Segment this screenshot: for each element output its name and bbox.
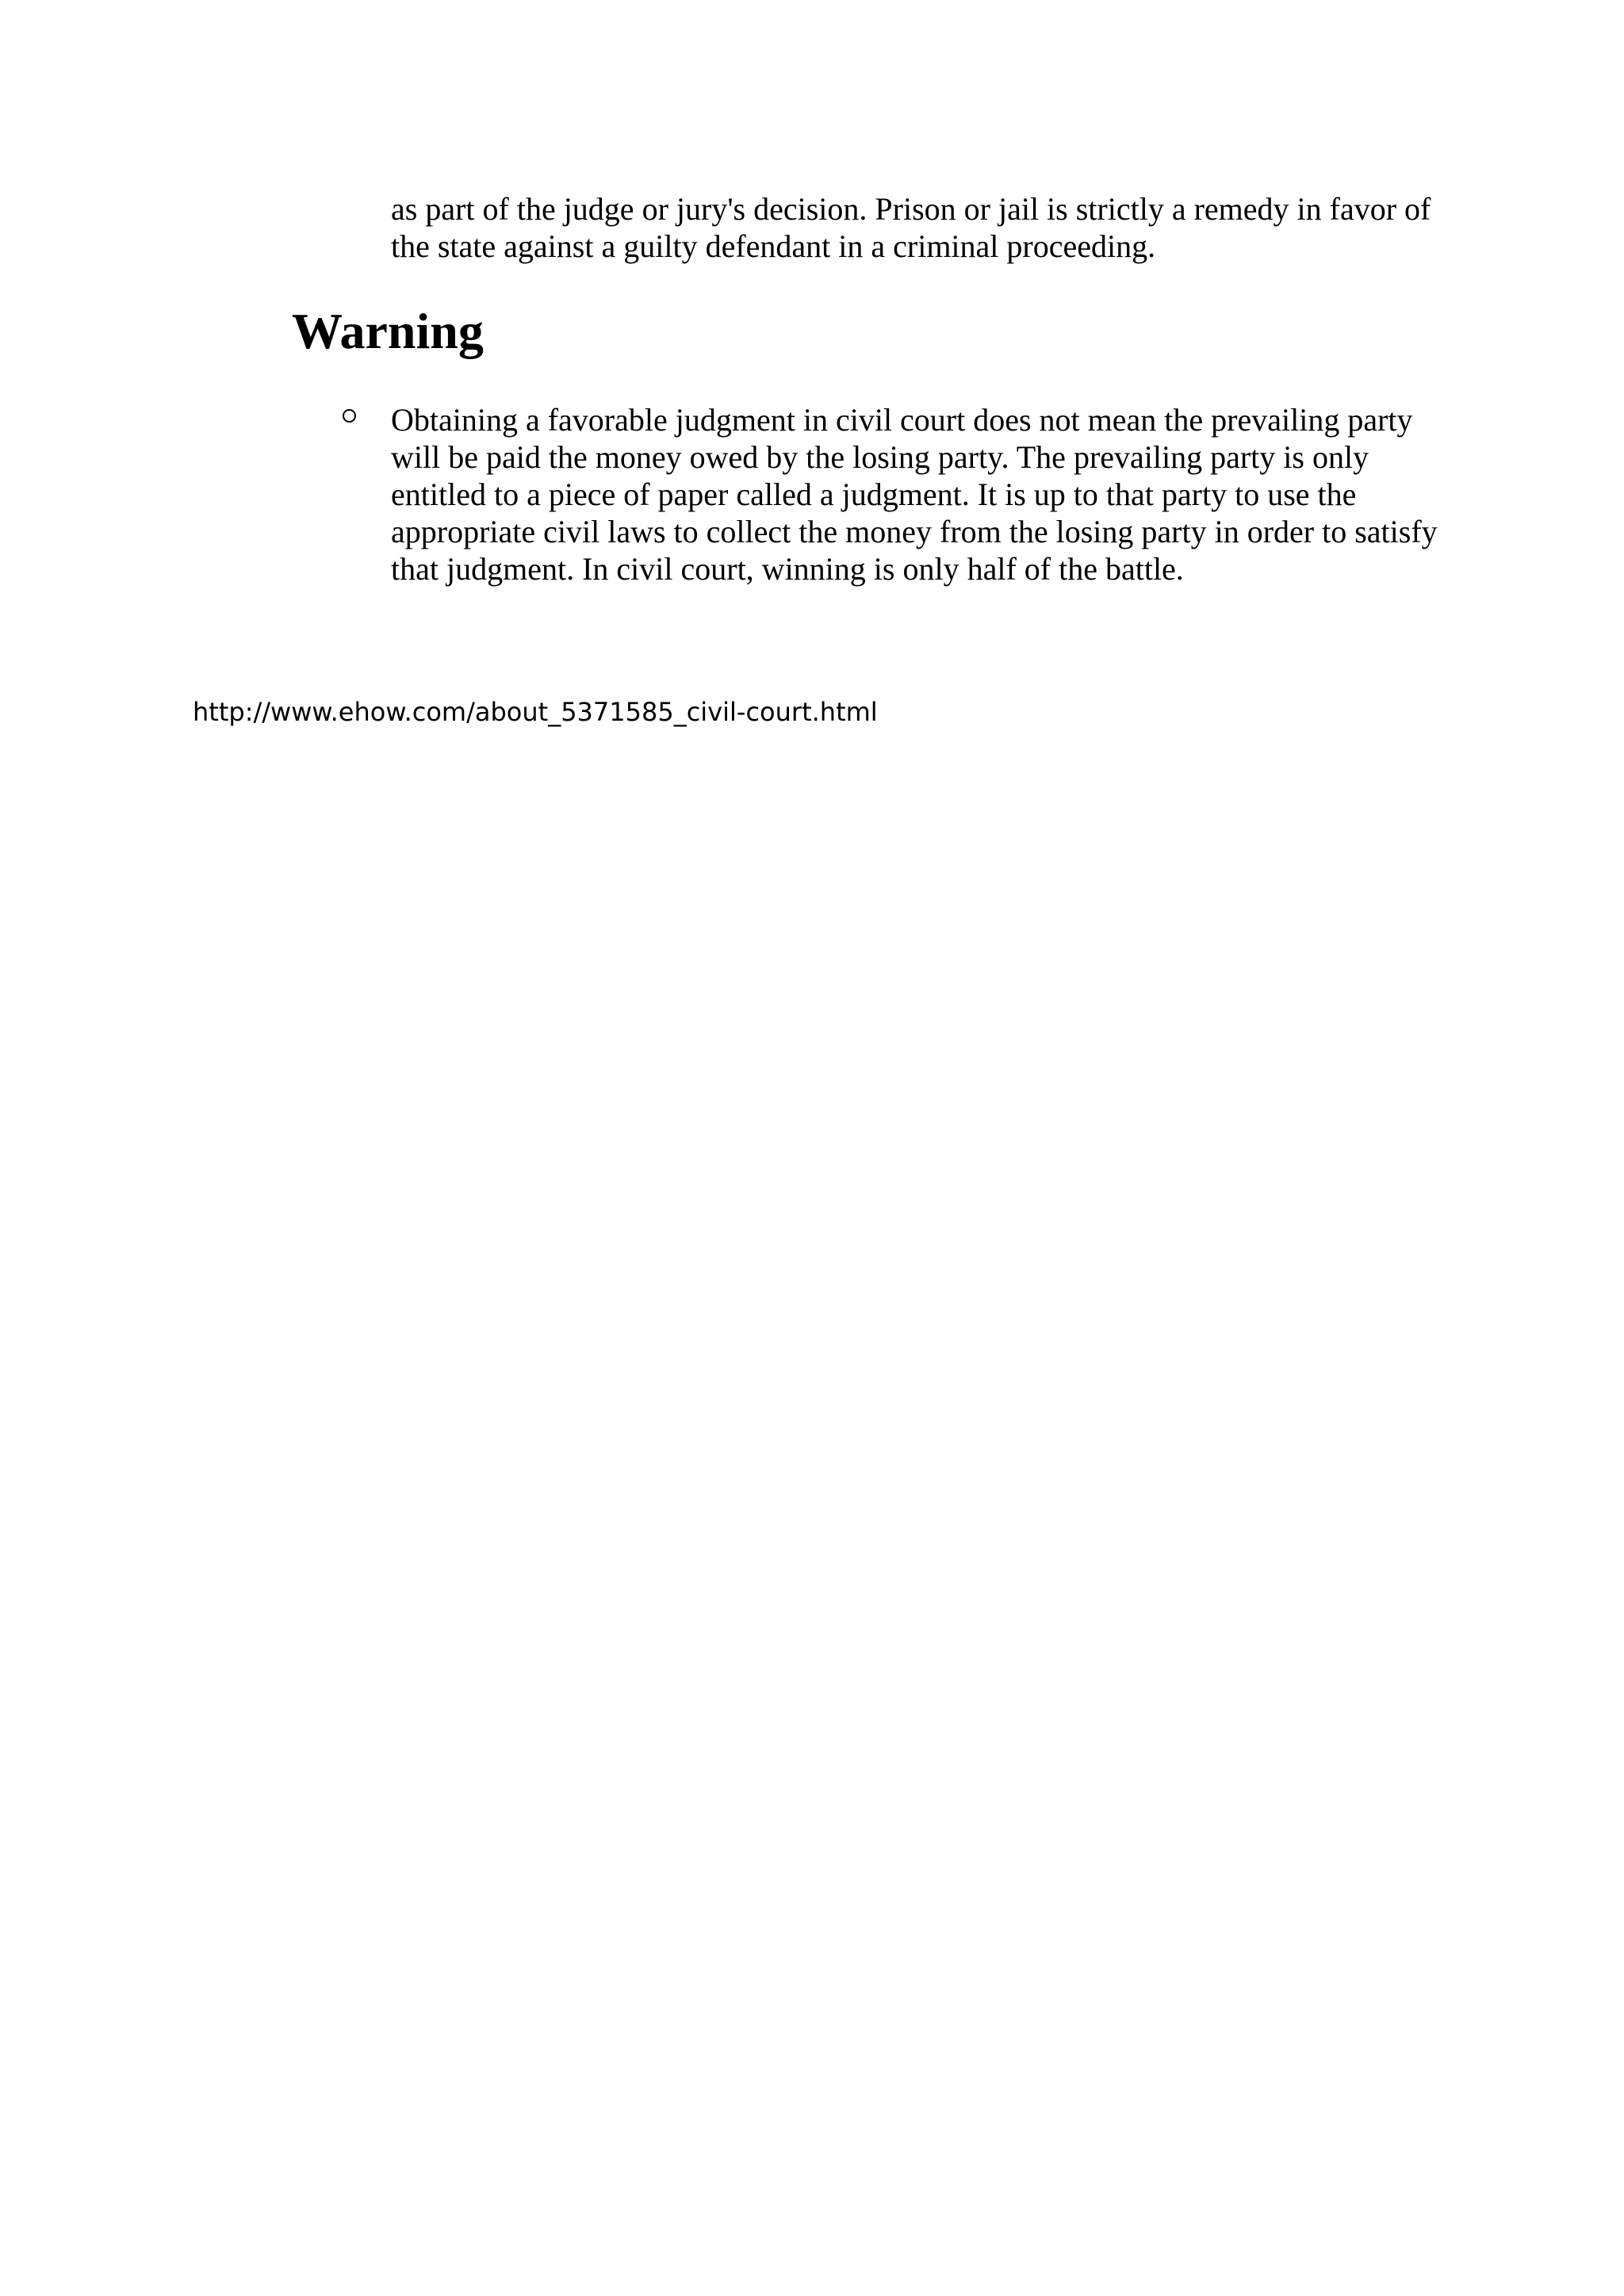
- warning-heading: Warning: [292, 303, 484, 359]
- warning-list: [333, 401, 1459, 587]
- warning-list-item: [333, 401, 1454, 587]
- source-url: http://www.ehow.com/about_5371585_civil-court.html: [193, 697, 878, 727]
- continuation-paragraph: as part of the judge or jury's decision. Prison or jail is strictly a remedy in favor of the state against a guilty defendant in a criminal proceeding.: [391, 191, 1431, 264]
- warning-item-text: Obtaining a favorable judgment in civil court does not mean the prevailing party will be paid the money owed by the losing party. The prevailing party is only entitled to a piece of paper called a judgment. It is up to that party to use the appropriate civil laws to collect the money from the losing party in order to satisfy that judgment. In civil court, winning is only half of the battle.: [391, 402, 1438, 587]
- hollow-circle-bullet-icon: [343, 409, 356, 423]
